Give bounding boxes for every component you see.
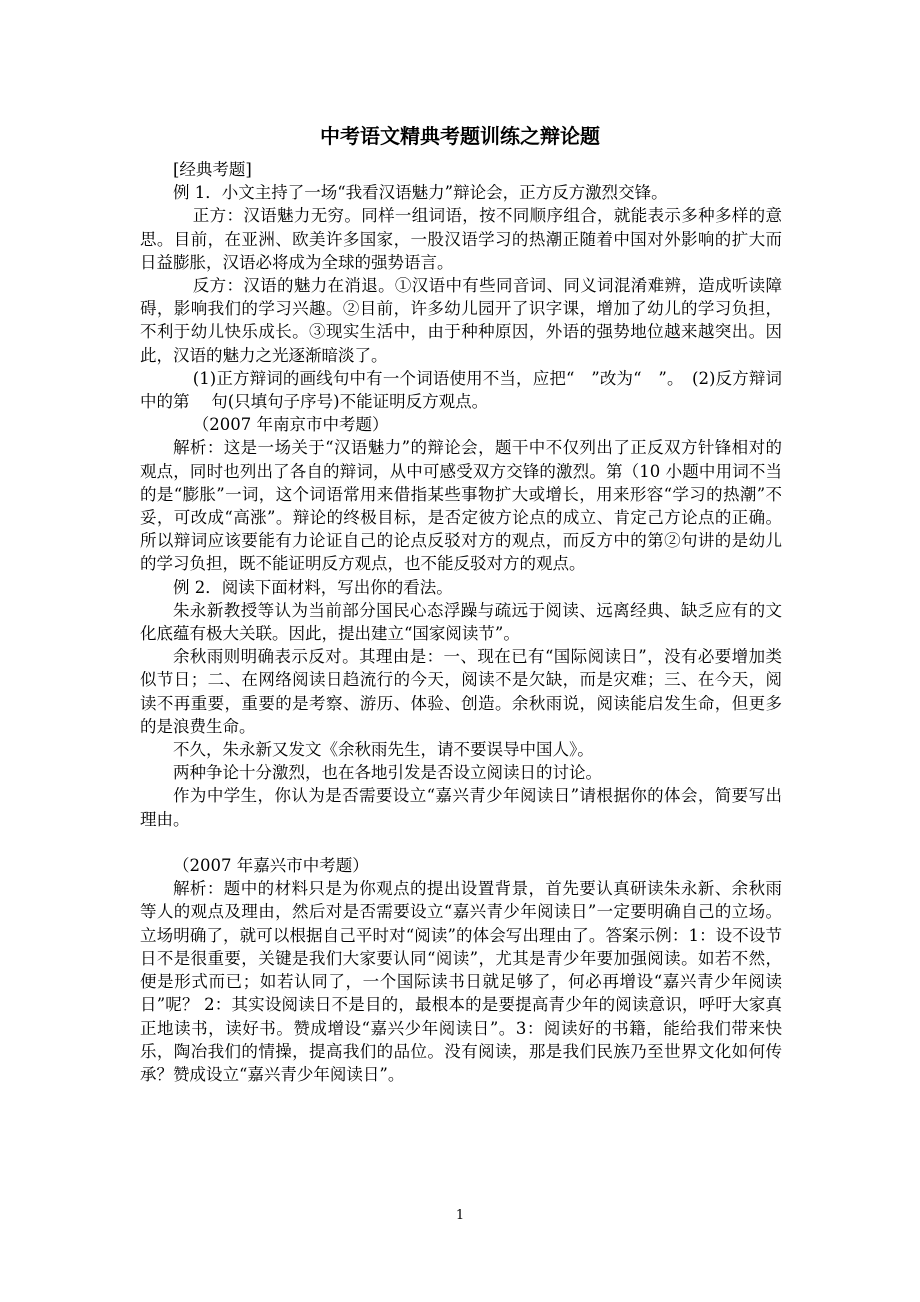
example2-paragraph-4: 两种争论十分激烈，也在各地引发是否设立阅读日的讨论。: [173, 763, 602, 783]
example2-paragraph-2: 余秋雨则明确表示反对。其理由是：一、现在已有“国际阅读日”，没有必要增加类似节日；二、在网络阅读日趋流行的今天，阅读不是欠缺，而是灾难；三、在今天，阅读不再重要，重要的是考察、游历、体验、创造。余秋雨说，阅读能启发生命，但更多的是浪费生命。: [140, 647, 782, 736]
example1-question: (1)正方辩词的画线句中有一个词语使用不当，应把“ ”改为“ ”。 (2)反方辩词中的第 句(只填句子序号)不能证明反方观点。: [140, 368, 782, 412]
example2-paragraph-1: 朱永新教授等认为当前部分国民心态浮躁与疏远于阅读、远离经典、缺乏应有的文化底蕴有极大关联。因此，提出建立“国家阅读节”。: [140, 600, 782, 644]
example2-paragraph-5: 作为中学生，你认为是否需要设立“嘉兴青少年阅读日”请根据你的体会，简要写出理由。: [140, 786, 782, 829]
document-body: [140, 158, 782, 1086]
example2-paragraph-3: 不久，朱永新又发文《余秋雨先生，请不要误导中国人》。: [173, 740, 594, 760]
example2-analysis: 解析：题中的材料只是为你观点的提出设置背景，首先要认真研读朱永新、余秋雨等人的观点及理由，然后对是否需要设立“嘉兴青少年阅读日”一定要明确自己的立场。立场明确了，就可以根据自己平时对“阅读”的体会写出理由了。答案示例：1：设不设节日不是很重要，关键是我们大家要认同“阅读”，尤其是青少年要加强阅读。如若不然，便是形式而已；如若认同了，一个国际读书日就足够了，何必再增设“嘉兴青少年阅读日”呢？ 2：其实设阅读日不是目的，最根本的是要提高青少年的阅读意识，呼吁大家真正地读书，读好书。赞成增设“嘉兴少年阅读日”。3：阅读好的书籍，能给我们带来快乐，陶冶我们的情操，提高我们的品位。没有阅读，那是我们民族乃至世界文化如何传承？赞成设立“嘉兴青少年阅读日”。: [140, 879, 782, 1084]
example1-intro: 例 1．小文主持了一场“我看汉语魅力”辩论会，正方反方激烈交锋。: [173, 183, 668, 203]
example1-pro-argument: 正方：汉语魅力无穷。同样一组词语，按不同顺序组合，就能表示多种多样的意思。目前，在亚洲、欧美许多国家，一股汉语学习的热潮正随着中国对外影响的扩大而日益膨胀，汉语必将成为全球的强势语言。: [140, 206, 782, 272]
example1-source: （2007 年南京市中考题）: [192, 415, 389, 435]
section-label: [经典考题]: [173, 160, 252, 179]
example1-con-argument: 反方：汉语的魅力在消退。①汉语中有些同音词、同义词混淆难辨，造成听读障碍，影响我们的学习兴趣。②目前，许多幼儿园开了识字课，增加了幼儿的学习负担，不利于幼儿快乐成长。③现实生活中，由于种种原因，外语的强势地位越来越突出。因此，汉语的魅力之光逐渐暗淡了。: [140, 276, 782, 365]
example1-analysis: 解析：这是一场关于“汉语魅力”的辩论会，题干中不仅列出了正反双方针锋相对的观点，同时也列出了各自的辩词，从中可感受双方交锋的激烈。第（10 小题中用词不当的是“膨胀”一词，这个词语常用来借指某些事物扩大或增长，用来形容“学习的热潮”不妥，可改成“高涨”。辩论的终极目标，是否定彼方论点的成立、肯定己方论点的正确。所以辩词应该要能有力论证自己的论点反驳对方的观点，而反方中的第②句讲的是幼儿的学习负担，既不能证明反方观点，也不能反驳对方的观点。: [140, 438, 782, 574]
example2-source: （2007 年嘉兴市中考题）: [173, 856, 369, 876]
document-title: 中考语文精典考题训练之辩论题: [320, 124, 600, 148]
example2-intro: 例 2．阅读下面材料，写出你的看法。: [173, 577, 453, 597]
page-number: 1: [455, 1208, 465, 1223]
blank-line: [140, 831, 782, 854]
